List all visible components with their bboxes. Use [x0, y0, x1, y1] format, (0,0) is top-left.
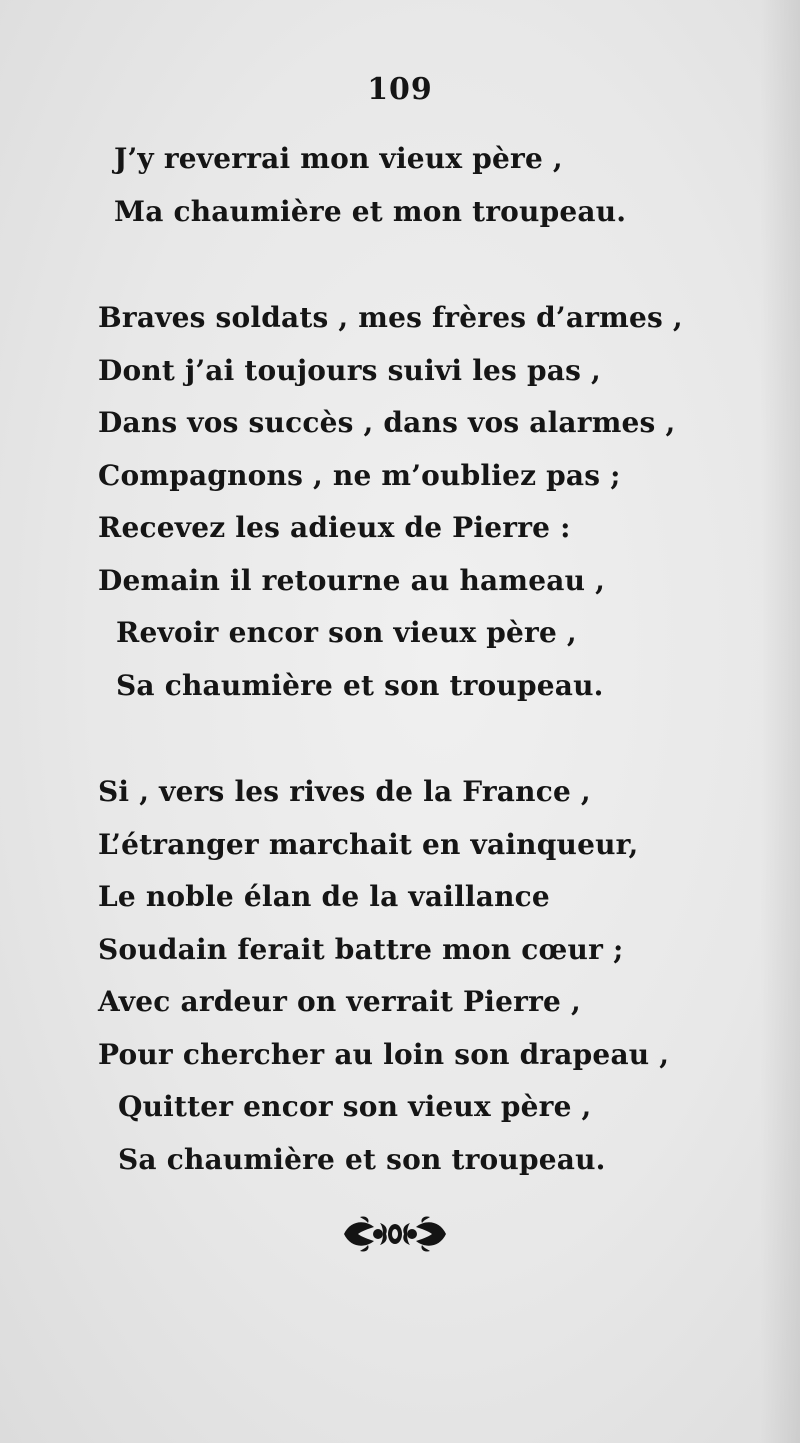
- poem-line: Sa chaumière et son troupeau.: [118, 1142, 606, 1176]
- poem-line: Quitter encor son vieux père ,: [118, 1090, 592, 1123]
- stanza-2: [98, 292, 758, 712]
- poem-text: [98, 133, 758, 1186]
- poem-line: Demain il retourne au hameau ,: [98, 563, 606, 597]
- poem-line: J’y reverrai mon vieux père ,: [114, 142, 563, 175]
- page-number: 109: [367, 72, 433, 107]
- stanza-1: [98, 133, 758, 238]
- stanza-divider: [98, 712, 758, 766]
- poem-line: Recevez les adieux de Pierre :: [98, 511, 571, 544]
- page-edge-shadow: [760, 0, 800, 1443]
- poem-line: Ma chaumière et mon troupeau.: [114, 194, 627, 228]
- poem-line: L’étranger marchait en vainqueur,: [98, 827, 639, 861]
- stanza-3: [98, 766, 758, 1186]
- poem-line: Sa chaumière et son troupeau.: [116, 668, 604, 702]
- stanza-divider: [98, 238, 758, 292]
- poem-line: Compagnons , ne m’oubliez pas ;: [98, 458, 621, 492]
- poem-line: Soudain ferait battre mon cœur ;: [98, 932, 624, 966]
- poem-line: Avec ardeur on verrait Pierre ,: [98, 985, 581, 1018]
- poem-line: Si , vers les rives de la France ,: [98, 775, 591, 808]
- poem-line: Revoir encor son vieux père ,: [116, 616, 577, 649]
- poem-line: Dont j’ai toujours suivi les pas ,: [98, 353, 601, 387]
- poem-line: Pour chercher au loin son drapeau ,: [98, 1037, 670, 1071]
- poem-line: Dans vos succès , dans vos alarmes ,: [98, 406, 676, 439]
- fleuron-ornament-icon: [340, 1213, 450, 1255]
- poem-line: Le noble élan de la vaillance: [98, 880, 550, 913]
- poem-line: Braves soldats , mes frères d’armes ,: [98, 301, 683, 334]
